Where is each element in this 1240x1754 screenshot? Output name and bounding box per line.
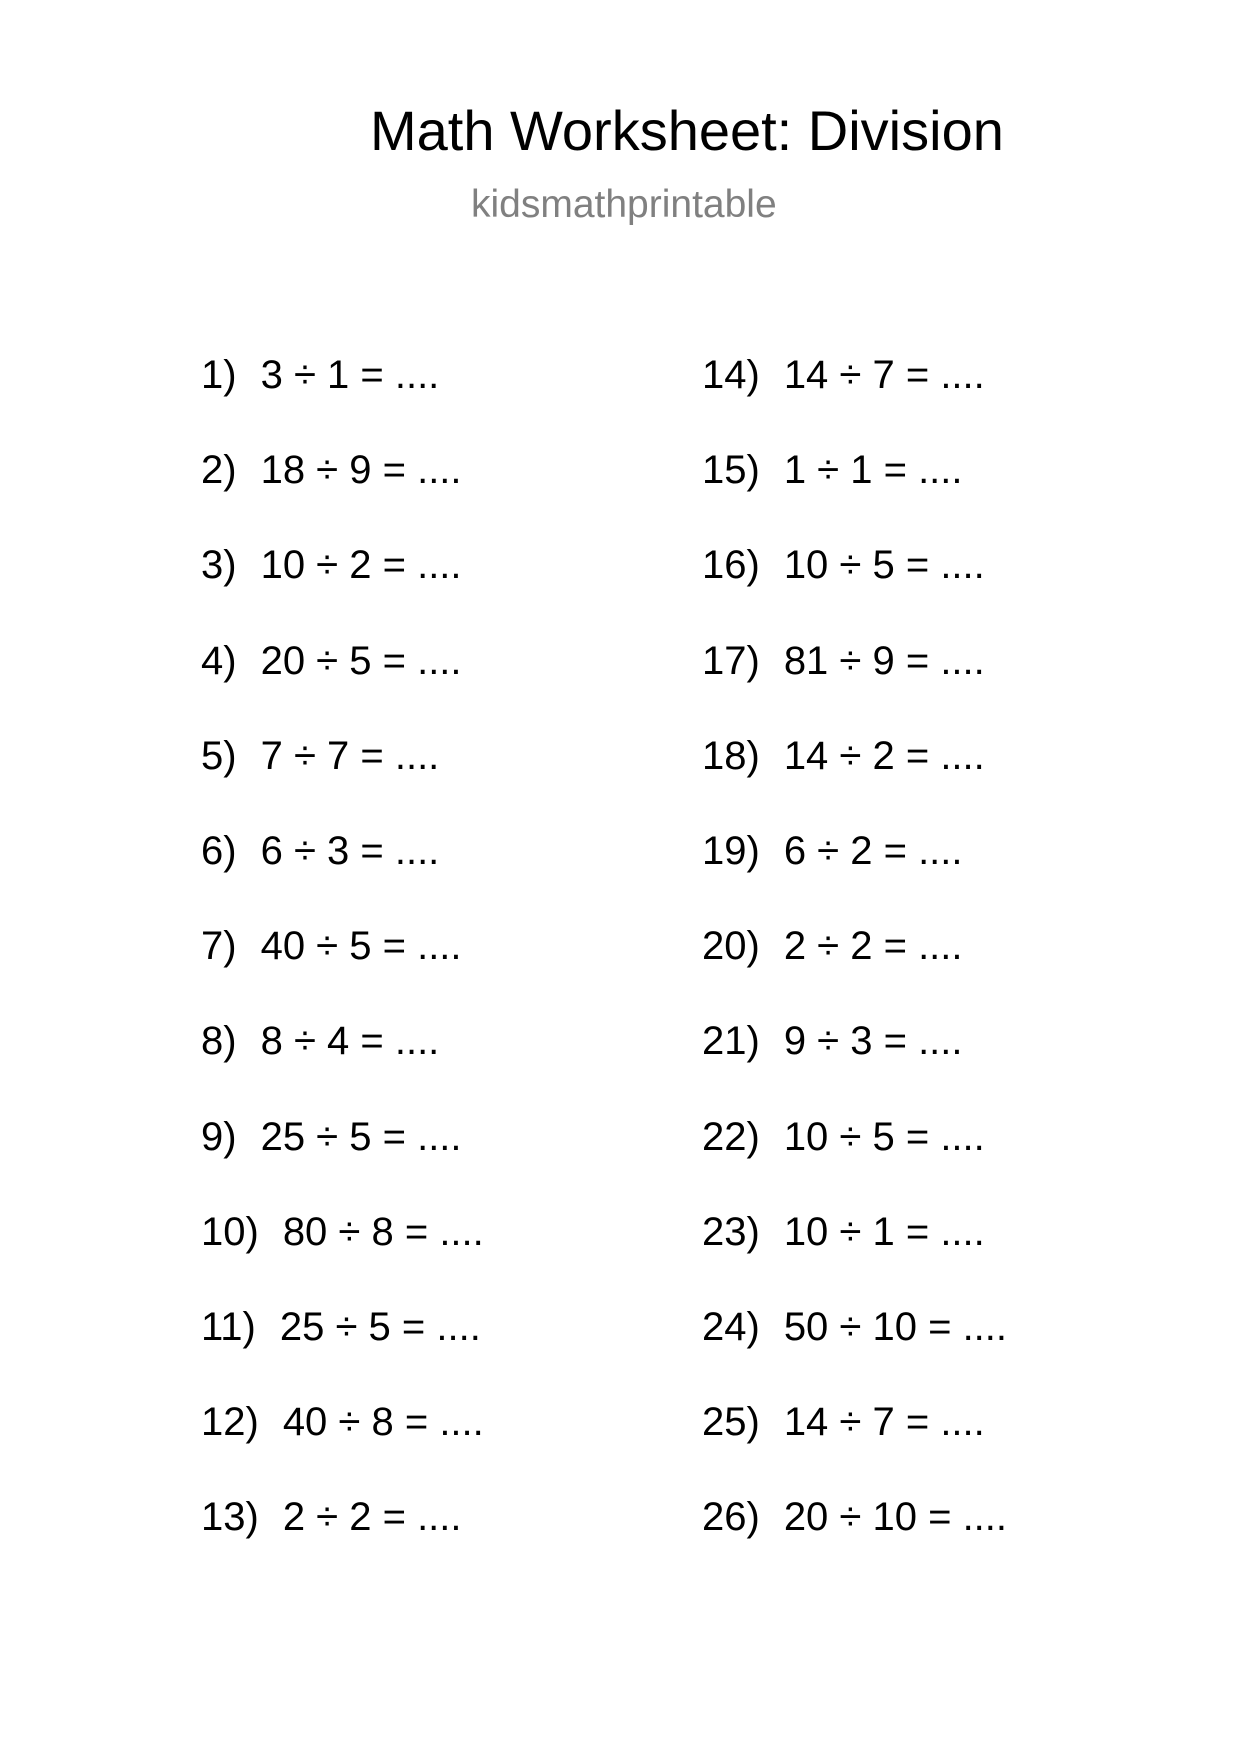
problem-number: 12)	[201, 1400, 259, 1445]
problem-item	[201, 540, 484, 635]
worksheet-source: kidsmathprintable	[471, 183, 777, 226]
problem-item	[702, 921, 1007, 1016]
problem-item	[702, 1016, 1007, 1111]
problem-item	[702, 445, 1007, 540]
problem-item	[702, 1397, 1007, 1492]
problem-item	[702, 826, 1007, 921]
problem-number: 6)	[201, 828, 237, 873]
problem-expression: 7 ÷ 7 = ....	[260, 733, 440, 778]
problem-item	[201, 1492, 484, 1587]
problem-number: 13)	[201, 1495, 259, 1540]
problem-number: 19)	[702, 828, 760, 873]
problem-item	[702, 1302, 1007, 1397]
problem-item	[201, 1302, 484, 1397]
problem-number: 9)	[201, 1114, 237, 1159]
problem-expression: 14 ÷ 2 = ....	[783, 733, 985, 778]
problem-number: 24)	[702, 1304, 760, 1349]
problem-expression: 20 ÷ 10 = ....	[783, 1495, 1008, 1540]
problem-expression: 40 ÷ 8 = ....	[282, 1400, 484, 1445]
problem-number: 5)	[201, 733, 237, 778]
problem-expression: 10 ÷ 1 = ....	[783, 1209, 985, 1254]
problem-expression: 14 ÷ 7 = ....	[783, 1400, 985, 1445]
problem-expression: 1 ÷ 1 = ....	[783, 448, 963, 493]
problem-expression: 10 ÷ 2 = ....	[260, 543, 462, 588]
problem-expression: 6 ÷ 3 = ....	[260, 828, 440, 873]
problem-item	[201, 1397, 484, 1492]
problem-column-left	[201, 350, 484, 1587]
problem-number: 26)	[702, 1495, 760, 1540]
problem-item	[702, 731, 1007, 826]
problem-expression: 50 ÷ 10 = ....	[783, 1304, 1008, 1349]
problem-item	[702, 636, 1007, 731]
problem-item	[201, 636, 484, 731]
problem-number: 4)	[201, 638, 237, 683]
problem-expression: 9 ÷ 3 = ....	[783, 1019, 963, 1064]
problem-expression: 2 ÷ 2 = ....	[783, 924, 963, 969]
problem-number: 25)	[702, 1400, 760, 1445]
problem-number: 11)	[201, 1304, 256, 1349]
problem-number: 1)	[201, 353, 237, 397]
problem-number: 15)	[702, 448, 760, 493]
problem-item	[201, 1207, 484, 1302]
problem-expression: 25 ÷ 5 = ....	[260, 1114, 462, 1159]
problem-item	[702, 350, 1007, 445]
problem-expression: 18 ÷ 9 = ....	[260, 448, 462, 493]
problem-item	[702, 1492, 1007, 1587]
problem-item	[201, 1112, 484, 1207]
problem-expression: 81 ÷ 9 = ....	[783, 638, 985, 683]
problem-number: 8)	[201, 1019, 237, 1064]
problem-expression: 14 ÷ 7 = ....	[783, 353, 985, 397]
problem-item	[201, 921, 484, 1016]
problem-expression: 40 ÷ 5 = ....	[260, 924, 462, 969]
problem-number: 17)	[702, 638, 760, 683]
problem-number: 3)	[201, 543, 237, 588]
problem-number: 16)	[702, 543, 760, 588]
problem-number: 22)	[702, 1114, 760, 1159]
problem-item	[201, 445, 484, 540]
problem-item	[702, 1112, 1007, 1207]
problem-item	[201, 731, 484, 826]
problem-number: 10)	[201, 1209, 259, 1254]
problem-expression: 20 ÷ 5 = ....	[260, 638, 462, 683]
problem-column-right	[702, 350, 1007, 1587]
problem-number: 23)	[702, 1209, 760, 1254]
problem-item	[201, 1016, 484, 1111]
problem-expression: 25 ÷ 5 = ....	[279, 1304, 481, 1349]
problem-number: 21)	[702, 1019, 760, 1064]
problem-number: 14)	[702, 353, 760, 397]
problem-expression: 3 ÷ 1 = ....	[260, 353, 440, 397]
problem-number: 7)	[201, 924, 237, 969]
problem-expression: 10 ÷ 5 = ....	[783, 1114, 985, 1159]
problem-number: 18)	[702, 733, 760, 778]
problem-expression: 10 ÷ 5 = ....	[783, 543, 985, 588]
problem-expression: 6 ÷ 2 = ....	[783, 828, 963, 873]
problem-number: 2)	[201, 448, 237, 493]
problem-expression: 2 ÷ 2 = ....	[282, 1495, 462, 1540]
problem-item	[702, 540, 1007, 635]
problem-item	[201, 350, 484, 445]
problem-expression: 80 ÷ 8 = ....	[282, 1209, 484, 1254]
problem-item	[702, 1207, 1007, 1302]
problem-number: 20)	[702, 924, 760, 969]
problem-expression: 8 ÷ 4 = ....	[260, 1019, 440, 1064]
worksheet-title: Math Worksheet: Division	[370, 99, 1004, 162]
problem-item	[201, 826, 484, 921]
